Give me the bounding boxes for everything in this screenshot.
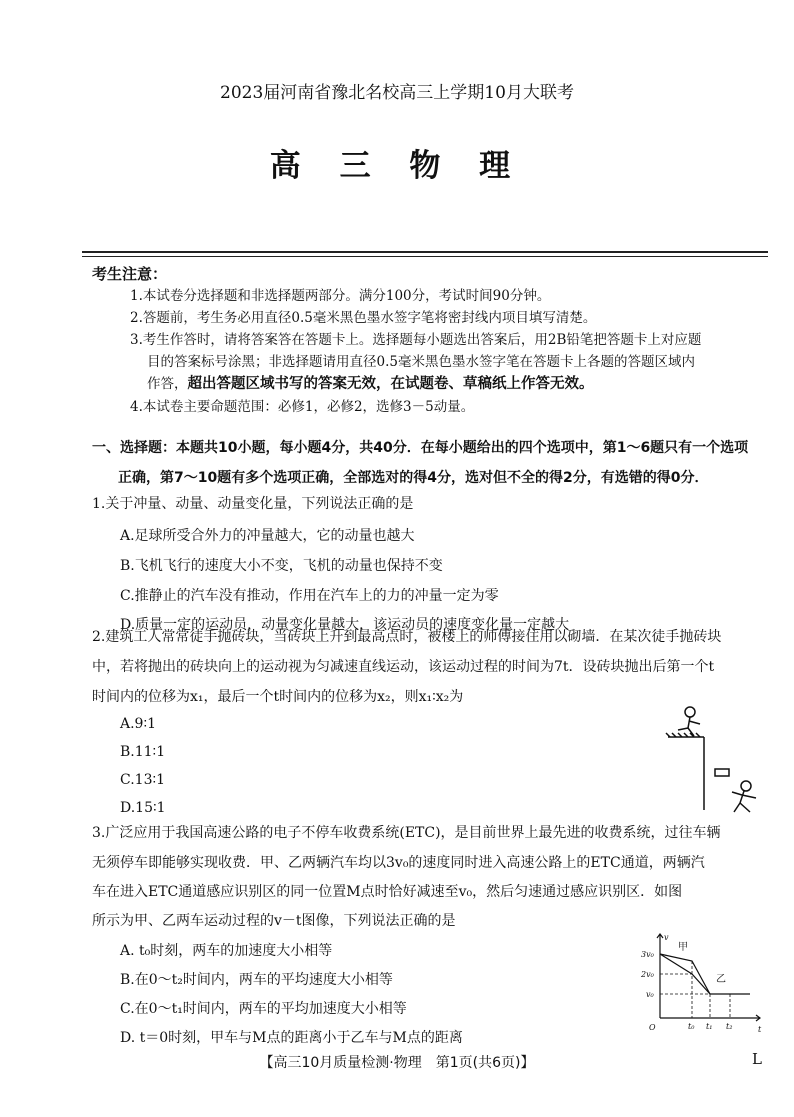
notice-item: 2.答题前，考生务必用直径0.5毫米黑色墨水签字笔将密封线内项目填写清楚。 (130, 310, 597, 326)
divider (82, 256, 768, 257)
y-tick-v0: v₀ (646, 990, 654, 999)
notice-item-text: 作答， (147, 376, 188, 392)
question-1-stem: 1.关于冲量、动量、动量变化量，下列说法正确的是 (92, 496, 414, 512)
y-tick-3v0: 3v₀ (641, 950, 654, 959)
page-corner-mark: L (752, 1050, 762, 1068)
notice-title: 考生注意： (92, 265, 168, 283)
page-title: 高 三 物 理 (269, 148, 525, 184)
q3-option-d: D. t＝0时刻，甲车与M点的距离小于乙车与M点的距离 (120, 1030, 463, 1046)
q3-option-a: A. t₀时刻，两车的加速度大小相等 (120, 943, 333, 959)
notice-item: 目的答案标号涂黑；非选择题请用直径0.5毫米黑色墨水签字笔在答题卡上各题的答题区域内 (147, 354, 695, 370)
v-axis-label: v (664, 933, 669, 942)
x-tick-t1: t₁ (706, 1022, 713, 1031)
label-yi: 乙 (716, 974, 726, 985)
q1-option-c: C.推静止的汽车没有推动，作用在汽车上的力的冲量一定为零 (120, 588, 499, 604)
q1-option-d: D.质量一定的运动员，动量变化量越大，该运动员的速度变化量一定越大 (120, 617, 570, 633)
notice-item (147, 373, 767, 396)
question-3-line: 所示为甲、乙两车运动过程的v－t图像，下列说法正确的是 (92, 913, 456, 929)
x-tick-t2: t₂ (726, 1022, 733, 1031)
question-3-line: 3.广泛应用于我国高速公路的电子不停车收费系统(ETC)，是目前世界上最先进的收费系统，过往车辆 (92, 825, 721, 841)
question-3-line: 无须停车即能够实现收费．甲、乙两辆汽车均以3v₀的速度同时进入高速公路上的ETC通道，两辆汽 (92, 855, 705, 871)
notice-emphasis: 超出答题区域书写的答案无效，在试题卷、草稿纸上作答无效。 (187, 376, 594, 392)
divider (82, 251, 768, 253)
q1-option-b: B.飞机飞行的速度大小不变，飞机的动量也保持不变 (120, 558, 443, 574)
section-heading: 正确，第7～10题有多个选项正确，全部选对的得4分，选对但不全的得2分，有选错的得0分． (118, 470, 709, 486)
exam-name: 2023届河南省豫北名校高三上学期10月大联考 (220, 83, 574, 103)
section-heading: 一、选择题：本题共10小题，每小题4分，共40分．在每小题给出的四个选项中，第1～6题只有一个选项 (92, 440, 749, 456)
q1-option-a: A.足球所受合外力的冲量越大，它的动量也越大 (120, 528, 415, 544)
question-2-line: 时间内的位移为x₁，最后一个t时间内的位移为x₂，则x₁∶x₂为 (92, 689, 464, 705)
question-2-line: 2.建筑工人常常徒手抛砖块，当砖块上升到最高点时，被楼上的师傅接住用以砌墙．在某次徒手抛砖块 (92, 629, 722, 645)
question-3-line: 车在进入ETC通道感应识别区的同一位置M点时恰好减速至v₀，然后匀速通过感应识别区．如图 (92, 884, 683, 900)
question-2-line: 中，若将抛出的砖块向上的运动视为匀减速直线运动，该运动过程的时间为7t．设砖块抛出后第一个t (92, 659, 715, 675)
notice-item: 4.本试卷主要命题范围：必修1，必修2，选修3－5动量。 (130, 399, 475, 415)
origin-label: O (649, 1023, 656, 1032)
x-tick-t0: t₀ (688, 1022, 695, 1031)
y-tick-2v0: 2v₀ (641, 970, 654, 979)
notice-item: 1.本试卷分选择题和非选择题两部分。满分100分，考试时间90分钟。 (130, 288, 551, 304)
q3-option-c: C.在0～t₁时间内，两车的平均加速度大小相等 (120, 1001, 407, 1017)
velocity-time-graph (640, 928, 770, 1040)
q2-option-b: B.11∶1 (120, 744, 166, 760)
brick-throwing-figure (660, 700, 770, 818)
page-footer: 【高三10月质量检测·物理 第1页(共6页)】 (259, 1055, 535, 1071)
q2-option-c: C.13∶1 (120, 772, 166, 788)
q3-option-b: B.在0～t₂时间内，两车的平均速度大小相等 (120, 972, 393, 988)
label-jia: 甲 (678, 942, 688, 953)
q2-option-a: A.9∶1 (120, 716, 157, 732)
q2-option-d: D.15∶1 (120, 800, 166, 816)
notice-item: 3.考生作答时，请将答案答在答题卡上。选择题每小题选出答案后，用2B铅笔把答题卡上对应题 (130, 332, 702, 348)
t-axis-label: t (758, 1025, 762, 1034)
